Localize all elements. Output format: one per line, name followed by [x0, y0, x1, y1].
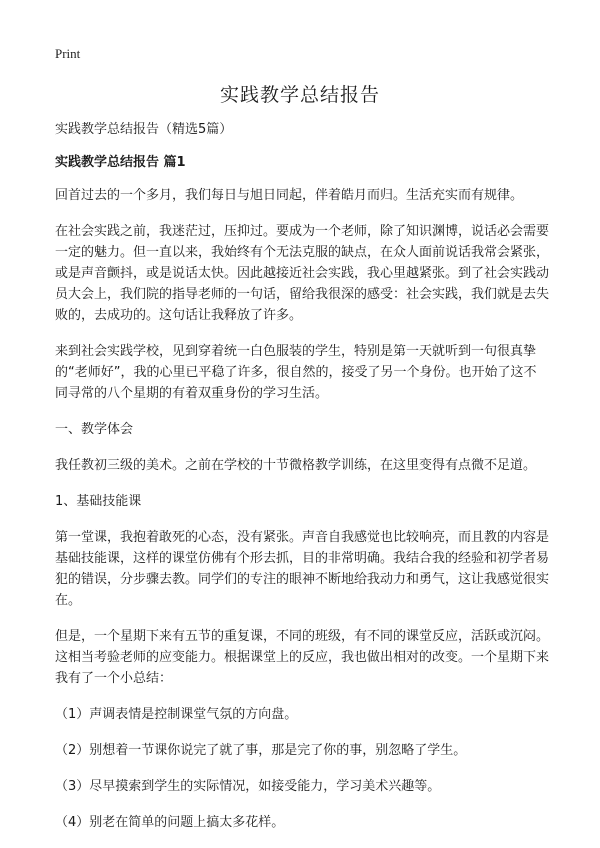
list-item-3: （3）尽早摸索到学生的实际情况，如接受能力，学习美术兴趣等。 [55, 779, 441, 794]
heading-basic-skills: 1、基础技能课 [55, 494, 142, 509]
paragraph-arrival: 来到社会实践学校，见到穿着统一白色服装的学生，特别是第一天就听到一句很真挚的“老师好”，我的心里已平稳了许多，很自然的，接受了另一个身份。也开始了这不同寻常的八个星期的有着双重身份的学习生活。 [55, 344, 537, 401]
heading-teaching-experience: 一、教学体会 [55, 422, 134, 437]
print-link[interactable]: Print [55, 46, 81, 61]
paragraph-intro: 回首过去的一个多月，我们每日与旭日同起，伴着皓月而归。生活充实而有规律。 [55, 188, 524, 203]
paragraph-weekly-summary: 但是，一个星期下来有五节的重复课，不同的班级，有不同的课堂反应，活跃或沉闷。这相当考验老师的应变能力。根据课堂上的反应，我也做出相对的改变。一个星期下来我有了一个小总结： [55, 629, 550, 686]
list-item-2: （2）别想着一节课你说完了就了事，那是完了你的事，别忽略了学生。 [55, 743, 467, 758]
paragraph-first-class: 第一堂课，我抱着敢死的心态，没有紧张。声音自我感觉也比较响亮，而且教的内容是基础技能课，这样的课堂仿佛有个形去抓，目的非常明确。我结合我的经验和初学者易犯的错误，分步骤去教。同学们的专注的眼神不断地给我动力和勇气，这让我感觉很实在。 [55, 530, 550, 608]
document-subtitle: 实践教学总结报告（精选5篇） [55, 122, 233, 137]
document-body [55, 119, 549, 848]
list-item-4: （4）别老在简单的问题上搞太多花样。 [55, 815, 285, 830]
paragraph-teaching-art: 我任教初三级的美术。之前在学校的十节微格教学训练，在这里变得有点微不足道。 [55, 458, 537, 473]
document-title: 实践教学总结报告 [219, 84, 380, 106]
list-item-1: （1）声调表情是控制课堂气氛的方向盘。 [55, 707, 298, 722]
section-heading: 实践教学总结报告 篇1 [55, 155, 186, 170]
paragraph-before-practice: 在社会实践之前，我迷茫过，压抑过。要成为一个老师，除了知识渊博，说话必会需要一定的魅力。但一直以来，我始终有个无法克服的缺点，在众人面前说话我常会紧张，或是声音颤抖，或是说话太快。因此越接近社会实践，我心里越紧张。到了社会实践动员大会上，我们院的指导老师的一句话，留给我很深的感受：社会实践，我们就是去失败的，去成功的。这句话让我释放了许多。 [55, 224, 550, 323]
